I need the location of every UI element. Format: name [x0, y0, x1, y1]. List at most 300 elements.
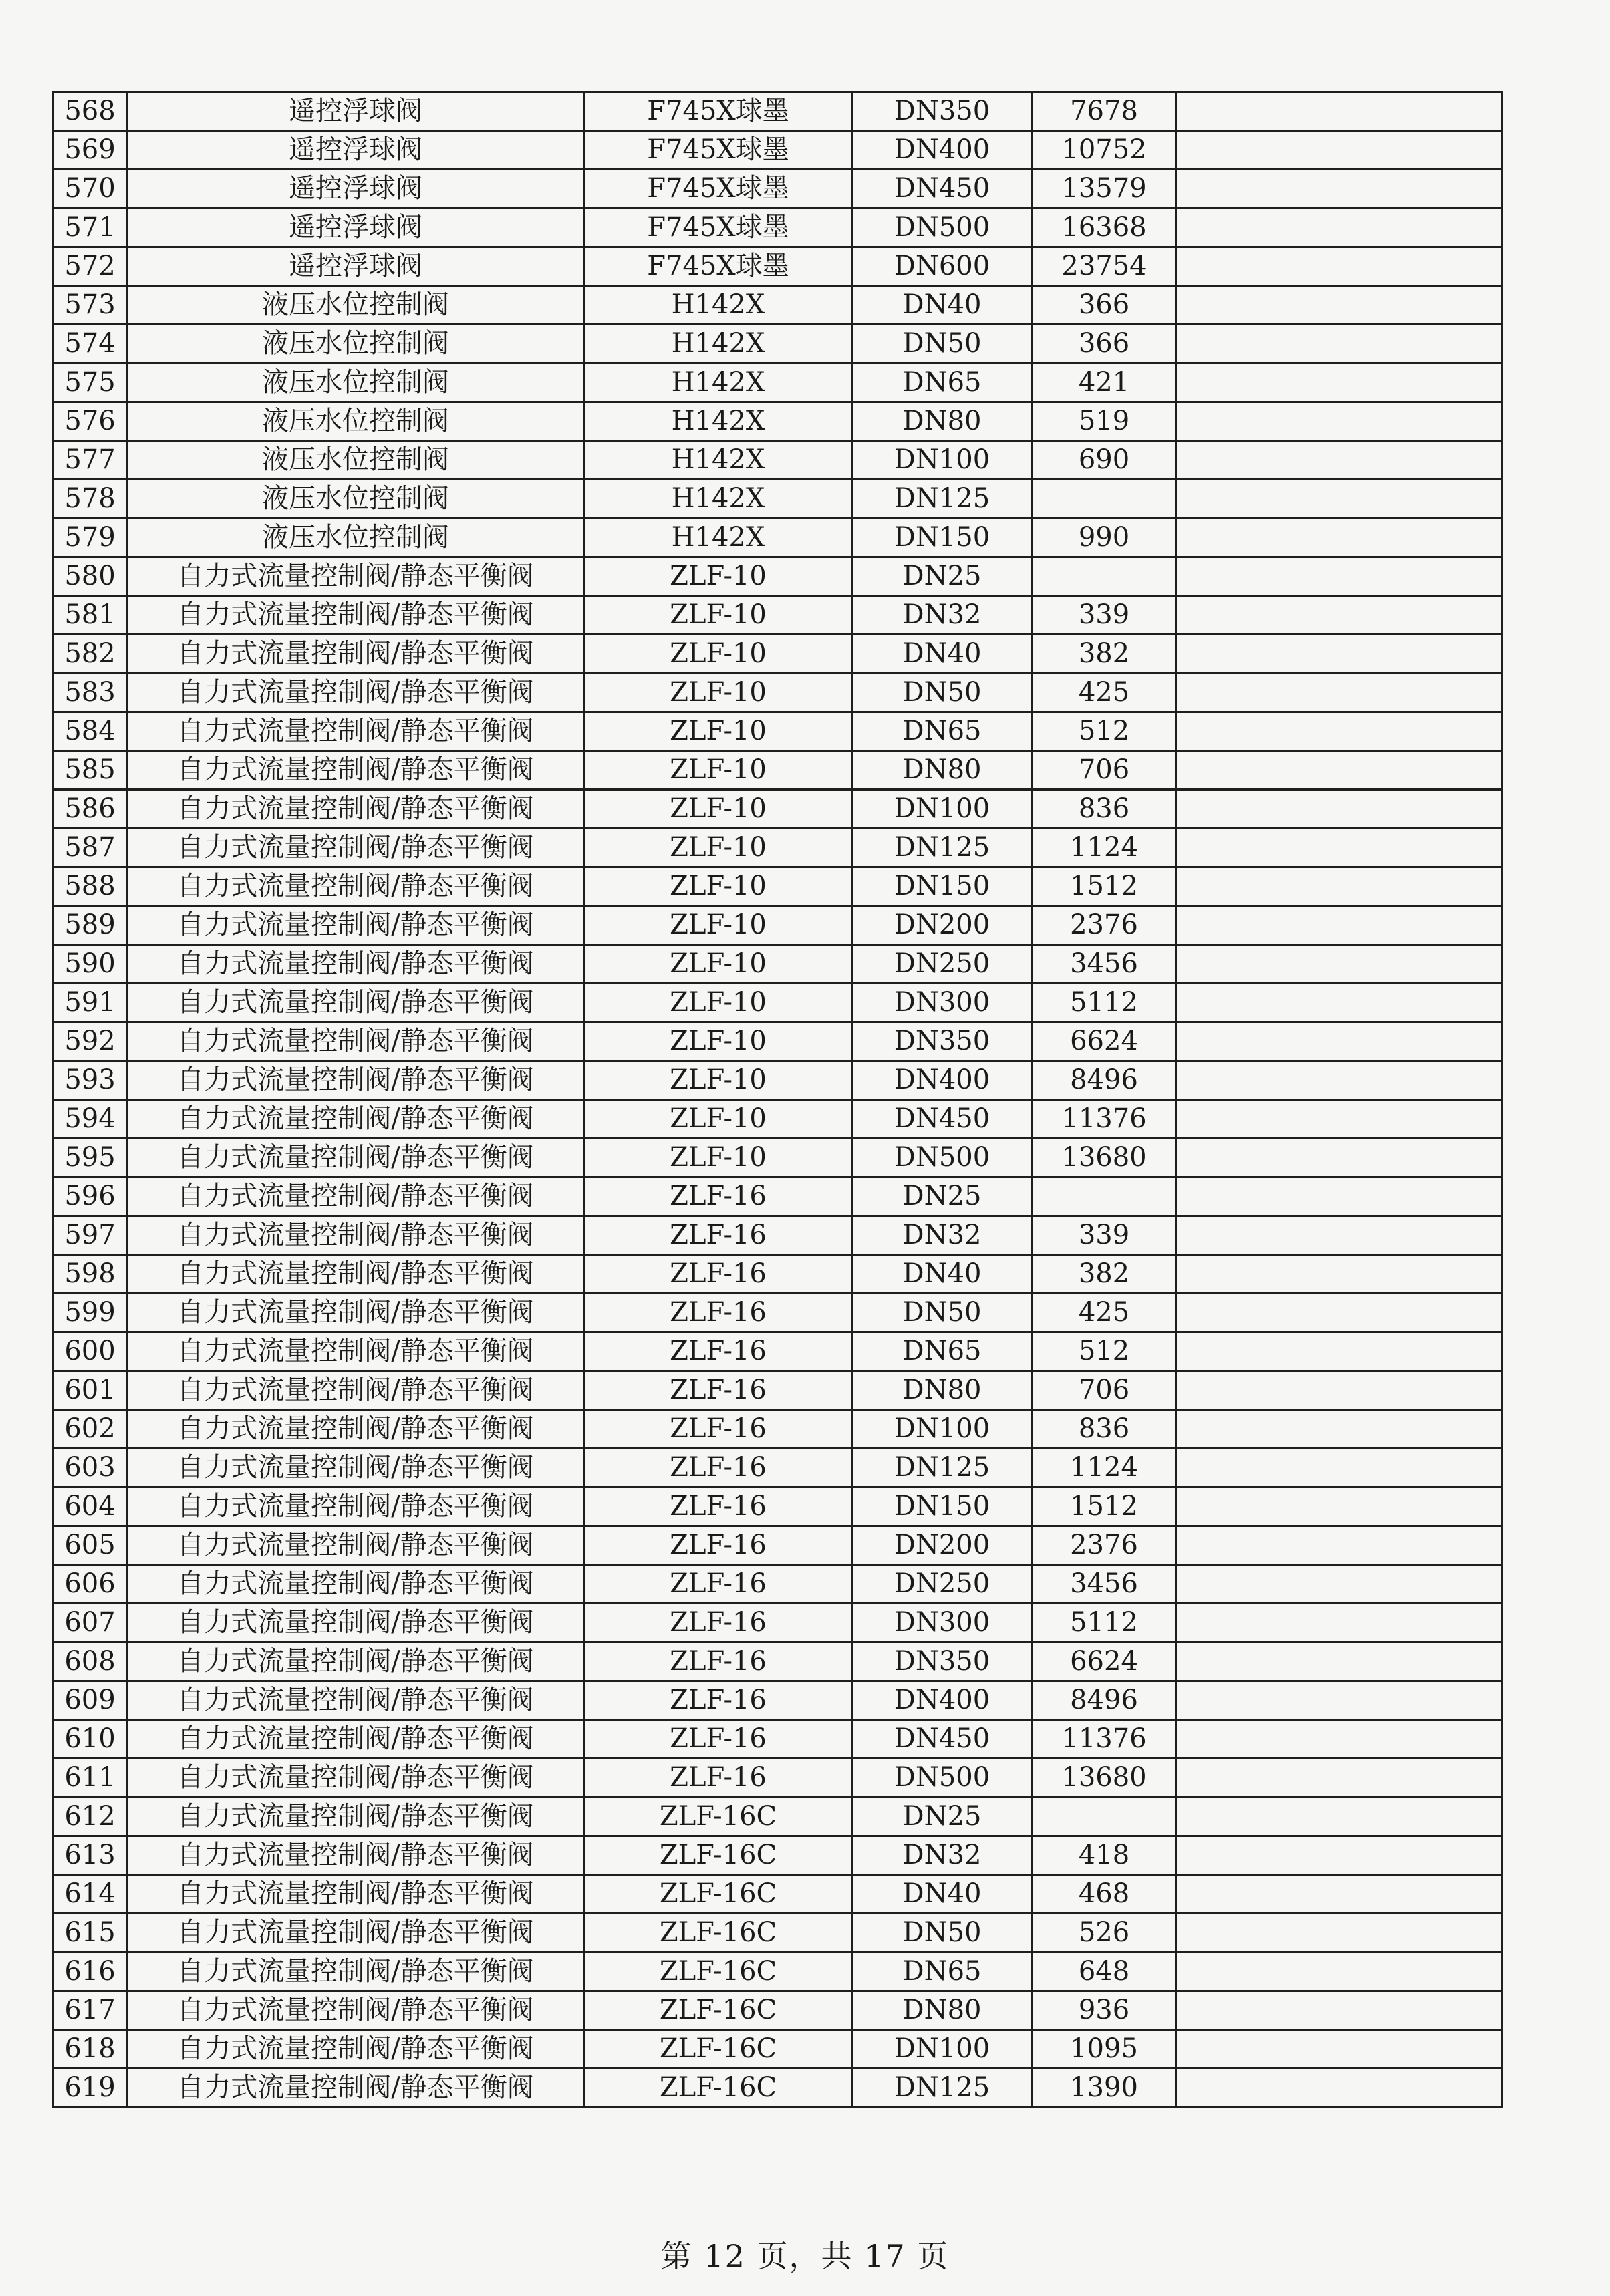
cell-model: ZLF-16	[585, 1449, 852, 1487]
cell-model: F745X球墨	[585, 170, 852, 208]
cell-price: 519	[1033, 402, 1176, 441]
table-row	[53, 1642, 1502, 1681]
cell-remark	[1176, 480, 1502, 519]
table-row	[53, 1836, 1502, 1875]
cell-remark	[1176, 1022, 1502, 1061]
table-row	[53, 1604, 1502, 1642]
cell-item-number: 587	[53, 829, 127, 867]
cell-model: ZLF-16	[585, 1681, 852, 1720]
cell-item-number: 592	[53, 1022, 127, 1061]
cell-product-name: 液压水位控制阀	[127, 364, 585, 402]
cell-model: H142X	[585, 519, 852, 557]
cell-model: F745X球墨	[585, 131, 852, 170]
cell-price: 425	[1033, 1294, 1176, 1332]
table-row	[53, 1875, 1502, 1914]
cell-item-number: 580	[53, 557, 127, 596]
cell-model: ZLF-16C	[585, 1953, 852, 1991]
cell-price: 339	[1033, 596, 1176, 635]
cell-specification: DN450	[852, 1100, 1033, 1139]
cell-specification: DN100	[852, 1410, 1033, 1449]
cell-product-name: 自力式流量控制阀/静态平衡阀	[127, 867, 585, 906]
cell-price: 7678	[1033, 92, 1176, 131]
cell-price: 366	[1033, 325, 1176, 364]
table-row	[53, 1798, 1502, 1836]
cell-product-name: 液压水位控制阀	[127, 325, 585, 364]
table-row	[53, 1216, 1502, 1255]
cell-product-name: 自力式流量控制阀/静态平衡阀	[127, 1798, 585, 1836]
cell-specification: DN125	[852, 480, 1033, 519]
cell-item-number: 590	[53, 945, 127, 984]
cell-remark	[1176, 829, 1502, 867]
cell-item-number: 593	[53, 1061, 127, 1100]
cell-product-name: 自力式流量控制阀/静态平衡阀	[127, 596, 585, 635]
cell-item-number: 585	[53, 751, 127, 790]
cell-model: H142X	[585, 325, 852, 364]
table-row	[53, 1061, 1502, 1100]
cell-price: 425	[1033, 674, 1176, 712]
cell-remark	[1176, 1642, 1502, 1681]
cell-product-name: 自力式流量控制阀/静态平衡阀	[127, 1681, 585, 1720]
cell-specification: DN350	[852, 1642, 1033, 1681]
cell-specification: DN125	[852, 829, 1033, 867]
cell-specification: DN150	[852, 867, 1033, 906]
cell-specification: DN40	[852, 286, 1033, 325]
cell-product-name: 自力式流量控制阀/静态平衡阀	[127, 1875, 585, 1914]
cell-remark	[1176, 208, 1502, 247]
cell-remark	[1176, 170, 1502, 208]
cell-specification: DN80	[852, 1991, 1033, 2030]
cell-item-number: 591	[53, 984, 127, 1022]
cell-product-name: 自力式流量控制阀/静态平衡阀	[127, 1526, 585, 1565]
cell-price: 648	[1033, 1953, 1176, 1991]
cell-specification: DN200	[852, 1526, 1033, 1565]
table-row	[53, 984, 1502, 1022]
cell-specification: DN65	[852, 1953, 1033, 1991]
cell-item-number: 596	[53, 1177, 127, 1216]
cell-model: ZLF-16	[585, 1216, 852, 1255]
cell-model: H142X	[585, 402, 852, 441]
table-row	[53, 208, 1502, 247]
cell-item-number: 572	[53, 247, 127, 286]
cell-specification: DN65	[852, 1332, 1033, 1371]
cell-remark	[1176, 325, 1502, 364]
cell-item-number: 616	[53, 1953, 127, 1991]
table-row	[53, 402, 1502, 441]
cell-model: H142X	[585, 286, 852, 325]
cell-specification: DN25	[852, 557, 1033, 596]
table-row	[53, 1487, 1502, 1526]
table-row	[53, 1294, 1502, 1332]
cell-item-number: 614	[53, 1875, 127, 1914]
cell-item-number: 577	[53, 441, 127, 480]
cell-price: 5112	[1033, 1604, 1176, 1642]
cell-price: 366	[1033, 286, 1176, 325]
cell-specification: DN500	[852, 1139, 1033, 1177]
cell-price: 512	[1033, 712, 1176, 751]
cell-model: ZLF-10	[585, 906, 852, 945]
cell-remark	[1176, 1371, 1502, 1410]
table-row	[53, 867, 1502, 906]
cell-price: 13680	[1033, 1759, 1176, 1798]
cell-product-name: 自力式流量控制阀/静态平衡阀	[127, 1487, 585, 1526]
cell-specification: DN25	[852, 1177, 1033, 1216]
table-row	[53, 1022, 1502, 1061]
cell-model: ZLF-10	[585, 945, 852, 984]
cell-remark	[1176, 1255, 1502, 1294]
cell-remark	[1176, 1294, 1502, 1332]
cell-product-name: 自力式流量控制阀/静态平衡阀	[127, 1565, 585, 1604]
cell-price: 1390	[1033, 2069, 1176, 2108]
cell-item-number: 576	[53, 402, 127, 441]
cell-price: 418	[1033, 1836, 1176, 1875]
table-row	[53, 2030, 1502, 2069]
cell-product-name: 自力式流量控制阀/静态平衡阀	[127, 1991, 585, 2030]
cell-model: ZLF-10	[585, 557, 852, 596]
cell-item-number: 568	[53, 92, 127, 131]
cell-product-name: 自力式流量控制阀/静态平衡阀	[127, 1836, 585, 1875]
cell-model: ZLF-16	[585, 1410, 852, 1449]
cell-product-name: 自力式流量控制阀/静态平衡阀	[127, 1255, 585, 1294]
cell-product-name: 自力式流量控制阀/静态平衡阀	[127, 1449, 585, 1487]
table-row	[53, 1526, 1502, 1565]
cell-product-name: 自力式流量控制阀/静态平衡阀	[127, 712, 585, 751]
cell-item-number: 598	[53, 1255, 127, 1294]
cell-item-number: 575	[53, 364, 127, 402]
cell-price: 13680	[1033, 1139, 1176, 1177]
cell-remark	[1176, 247, 1502, 286]
cell-product-name: 自力式流量控制阀/静态平衡阀	[127, 829, 585, 867]
cell-item-number: 595	[53, 1139, 127, 1177]
cell-price: 706	[1033, 1371, 1176, 1410]
cell-item-number: 612	[53, 1798, 127, 1836]
cell-specification: DN32	[852, 1216, 1033, 1255]
cell-item-number: 586	[53, 790, 127, 829]
cell-specification: DN300	[852, 984, 1033, 1022]
cell-item-number: 617	[53, 1991, 127, 2030]
cell-product-name: 自力式流量控制阀/静态平衡阀	[127, 635, 585, 674]
cell-price: 1124	[1033, 1449, 1176, 1487]
cell-price: 23754	[1033, 247, 1176, 286]
cell-remark	[1176, 867, 1502, 906]
cell-model: ZLF-16	[585, 1526, 852, 1565]
cell-model: ZLF-16	[585, 1294, 852, 1332]
cell-remark	[1176, 1410, 1502, 1449]
table-row	[53, 1177, 1502, 1216]
cell-product-name: 自力式流量控制阀/静态平衡阀	[127, 1759, 585, 1798]
cell-product-name: 自力式流量控制阀/静态平衡阀	[127, 1216, 585, 1255]
cell-product-name: 液压水位控制阀	[127, 519, 585, 557]
cell-price: 5112	[1033, 984, 1176, 1022]
cell-model: ZLF-10	[585, 712, 852, 751]
cell-remark	[1176, 712, 1502, 751]
table-row	[53, 1759, 1502, 1798]
cell-model: ZLF-16	[585, 1332, 852, 1371]
cell-item-number: 602	[53, 1410, 127, 1449]
cell-price	[1033, 557, 1176, 596]
cell-product-name: 自力式流量控制阀/静态平衡阀	[127, 674, 585, 712]
cell-remark	[1176, 906, 1502, 945]
cell-product-name: 自力式流量控制阀/静态平衡阀	[127, 1371, 585, 1410]
cell-specification: DN500	[852, 208, 1033, 247]
cell-specification: DN50	[852, 1294, 1033, 1332]
table-row	[53, 596, 1502, 635]
cell-specification: DN65	[852, 364, 1033, 402]
cell-specification: DN80	[852, 1371, 1033, 1410]
cell-model: ZLF-16C	[585, 1836, 852, 1875]
cell-price: 11376	[1033, 1720, 1176, 1759]
table-row	[53, 519, 1502, 557]
cell-item-number: 583	[53, 674, 127, 712]
cell-price: 526	[1033, 1914, 1176, 1953]
cell-item-number: 606	[53, 1565, 127, 1604]
table-row	[53, 441, 1502, 480]
cell-remark	[1176, 1991, 1502, 2030]
cell-specification: DN100	[852, 441, 1033, 480]
table-row	[53, 1410, 1502, 1449]
cell-remark	[1176, 1681, 1502, 1720]
cell-remark	[1176, 1953, 1502, 1991]
cell-price: 339	[1033, 1216, 1176, 1255]
cell-product-name: 自力式流量控制阀/静态平衡阀	[127, 1294, 585, 1332]
cell-price: 836	[1033, 790, 1176, 829]
cell-remark	[1176, 92, 1502, 131]
cell-price	[1033, 1177, 1176, 1216]
cell-product-name: 自力式流量控制阀/静态平衡阀	[127, 945, 585, 984]
cell-model: ZLF-16C	[585, 1875, 852, 1914]
cell-product-name: 遥控浮球阀	[127, 170, 585, 208]
cell-price: 8496	[1033, 1061, 1176, 1100]
table-row	[53, 170, 1502, 208]
table-row	[53, 1332, 1502, 1371]
cell-item-number: 611	[53, 1759, 127, 1798]
cell-specification: DN125	[852, 2069, 1033, 2108]
table-row	[53, 1991, 1502, 2030]
cell-remark	[1176, 1332, 1502, 1371]
cell-specification: DN80	[852, 402, 1033, 441]
cell-remark	[1176, 984, 1502, 1022]
cell-specification: DN400	[852, 1681, 1033, 1720]
cell-remark	[1176, 2069, 1502, 2108]
table-row	[53, 92, 1502, 131]
cell-specification: DN450	[852, 170, 1033, 208]
cell-item-number: 603	[53, 1449, 127, 1487]
cell-model: ZLF-16C	[585, 2069, 852, 2108]
cell-price: 382	[1033, 635, 1176, 674]
cell-model: ZLF-10	[585, 984, 852, 1022]
table-row	[53, 1914, 1502, 1953]
cell-specification: DN100	[852, 2030, 1033, 2069]
cell-item-number: 570	[53, 170, 127, 208]
cell-specification: DN300	[852, 1604, 1033, 1642]
cell-item-number: 618	[53, 2030, 127, 2069]
cell-product-name: 自力式流量控制阀/静态平衡阀	[127, 1720, 585, 1759]
cell-model: ZLF-16	[585, 1177, 852, 1216]
cell-remark	[1176, 1720, 1502, 1759]
cell-item-number: 605	[53, 1526, 127, 1565]
cell-remark	[1176, 1875, 1502, 1914]
cell-model: F745X球墨	[585, 247, 852, 286]
table-row	[53, 1139, 1502, 1177]
cell-remark	[1176, 1061, 1502, 1100]
cell-specification: DN50	[852, 674, 1033, 712]
cell-item-number: 584	[53, 712, 127, 751]
cell-specification: DN250	[852, 945, 1033, 984]
cell-product-name: 自力式流量控制阀/静态平衡阀	[127, 1332, 585, 1371]
cell-remark	[1176, 1565, 1502, 1604]
cell-specification: DN32	[852, 1836, 1033, 1875]
cell-product-name: 自力式流量控制阀/静态平衡阀	[127, 751, 585, 790]
cell-product-name: 自力式流量控制阀/静态平衡阀	[127, 984, 585, 1022]
cell-specification: DN400	[852, 1061, 1033, 1100]
cell-remark	[1176, 1604, 1502, 1642]
cell-specification: DN350	[852, 1022, 1033, 1061]
cell-product-name: 自力式流量控制阀/静态平衡阀	[127, 2069, 585, 2108]
cell-specification: DN40	[852, 635, 1033, 674]
cell-model: H142X	[585, 364, 852, 402]
cell-remark	[1176, 364, 1502, 402]
cell-item-number: 573	[53, 286, 127, 325]
cell-price: 3456	[1033, 945, 1176, 984]
cell-product-name: 液压水位控制阀	[127, 480, 585, 519]
cell-item-number: 569	[53, 131, 127, 170]
cell-price: 13579	[1033, 170, 1176, 208]
cell-price: 706	[1033, 751, 1176, 790]
cell-remark	[1176, 1449, 1502, 1487]
page-number-footer: 第 12 页，共 17 页	[660, 2238, 950, 2274]
cell-product-name: 液压水位控制阀	[127, 402, 585, 441]
cell-specification: DN150	[852, 1487, 1033, 1526]
table-row	[53, 906, 1502, 945]
cell-price: 8496	[1033, 1681, 1176, 1720]
cell-specification: DN450	[852, 1720, 1033, 1759]
cell-remark	[1176, 519, 1502, 557]
cell-model: ZLF-16	[585, 1487, 852, 1526]
cell-price: 1095	[1033, 2030, 1176, 2069]
cell-remark	[1176, 945, 1502, 984]
cell-model: F745X球墨	[585, 92, 852, 131]
cell-specification: DN600	[852, 247, 1033, 286]
cell-specification: DN32	[852, 596, 1033, 635]
cell-model: ZLF-16C	[585, 1798, 852, 1836]
cell-item-number: 574	[53, 325, 127, 364]
cell-item-number: 582	[53, 635, 127, 674]
cell-model: ZLF-10	[585, 829, 852, 867]
table-row	[53, 1371, 1502, 1410]
cell-price: 11376	[1033, 1100, 1176, 1139]
cell-item-number: 601	[53, 1371, 127, 1410]
cell-model: ZLF-16C	[585, 1914, 852, 1953]
table-row	[53, 1953, 1502, 1991]
cell-price: 690	[1033, 441, 1176, 480]
cell-remark	[1176, 1759, 1502, 1798]
cell-model: ZLF-16	[585, 1565, 852, 1604]
cell-specification: DN150	[852, 519, 1033, 557]
cell-product-name: 自力式流量控制阀/静态平衡阀	[127, 1177, 585, 1216]
table-row	[53, 1681, 1502, 1720]
cell-item-number: 604	[53, 1487, 127, 1526]
cell-item-number: 615	[53, 1914, 127, 1953]
cell-item-number: 610	[53, 1720, 127, 1759]
cell-remark	[1176, 286, 1502, 325]
table-row	[53, 480, 1502, 519]
cell-remark	[1176, 557, 1502, 596]
cell-specification: DN125	[852, 1449, 1033, 1487]
cell-product-name: 遥控浮球阀	[127, 92, 585, 131]
cell-price: 1124	[1033, 829, 1176, 867]
cell-item-number: 588	[53, 867, 127, 906]
cell-product-name: 自力式流量控制阀/静态平衡阀	[127, 1100, 585, 1139]
cell-model: H142X	[585, 480, 852, 519]
cell-product-name: 自力式流量控制阀/静态平衡阀	[127, 1410, 585, 1449]
cell-price: 936	[1033, 1991, 1176, 2030]
cell-item-number: 613	[53, 1836, 127, 1875]
cell-price: 421	[1033, 364, 1176, 402]
cell-product-name: 液压水位控制阀	[127, 286, 585, 325]
cell-price	[1033, 480, 1176, 519]
cell-item-number: 599	[53, 1294, 127, 1332]
cell-model: ZLF-16	[585, 1255, 852, 1294]
cell-price: 3456	[1033, 1565, 1176, 1604]
cell-specification: DN350	[852, 92, 1033, 131]
table-row	[53, 1449, 1502, 1487]
cell-model: ZLF-10	[585, 867, 852, 906]
cell-model: ZLF-10	[585, 790, 852, 829]
cell-remark	[1176, 402, 1502, 441]
table-row	[53, 1565, 1502, 1604]
cell-specification: DN25	[852, 1798, 1033, 1836]
cell-remark	[1176, 596, 1502, 635]
cell-remark	[1176, 1914, 1502, 1953]
cell-price: 990	[1033, 519, 1176, 557]
table-row	[53, 364, 1502, 402]
table-row	[53, 2069, 1502, 2108]
cell-model: H142X	[585, 441, 852, 480]
table-row	[53, 1720, 1502, 1759]
cell-model: ZLF-10	[585, 1100, 852, 1139]
cell-specification: DN200	[852, 906, 1033, 945]
cell-product-name: 自力式流量控制阀/静态平衡阀	[127, 1914, 585, 1953]
cell-remark	[1176, 2030, 1502, 2069]
cell-product-name: 遥控浮球阀	[127, 208, 585, 247]
table-row	[53, 1100, 1502, 1139]
cell-price: 2376	[1033, 906, 1176, 945]
cell-price: 382	[1033, 1255, 1176, 1294]
cell-price	[1033, 1798, 1176, 1836]
cell-item-number: 581	[53, 596, 127, 635]
cell-remark	[1176, 1487, 1502, 1526]
cell-item-number: 619	[53, 2069, 127, 2108]
cell-remark	[1176, 1798, 1502, 1836]
cell-remark	[1176, 1836, 1502, 1875]
cell-model: ZLF-10	[585, 1022, 852, 1061]
cell-model: ZLF-10	[585, 596, 852, 635]
cell-price: 10752	[1033, 131, 1176, 170]
cell-model: ZLF-10	[585, 1061, 852, 1100]
cell-price: 468	[1033, 1875, 1176, 1914]
cell-item-number: 589	[53, 906, 127, 945]
cell-item-number: 609	[53, 1681, 127, 1720]
cell-price: 1512	[1033, 1487, 1176, 1526]
table-row	[53, 712, 1502, 751]
table-row	[53, 829, 1502, 867]
cell-product-name: 自力式流量控制阀/静态平衡阀	[127, 790, 585, 829]
cell-model: ZLF-16	[585, 1759, 852, 1798]
cell-remark	[1176, 751, 1502, 790]
cell-remark	[1176, 1100, 1502, 1139]
cell-item-number: 579	[53, 519, 127, 557]
cell-price: 2376	[1033, 1526, 1176, 1565]
cell-model: ZLF-16	[585, 1642, 852, 1681]
